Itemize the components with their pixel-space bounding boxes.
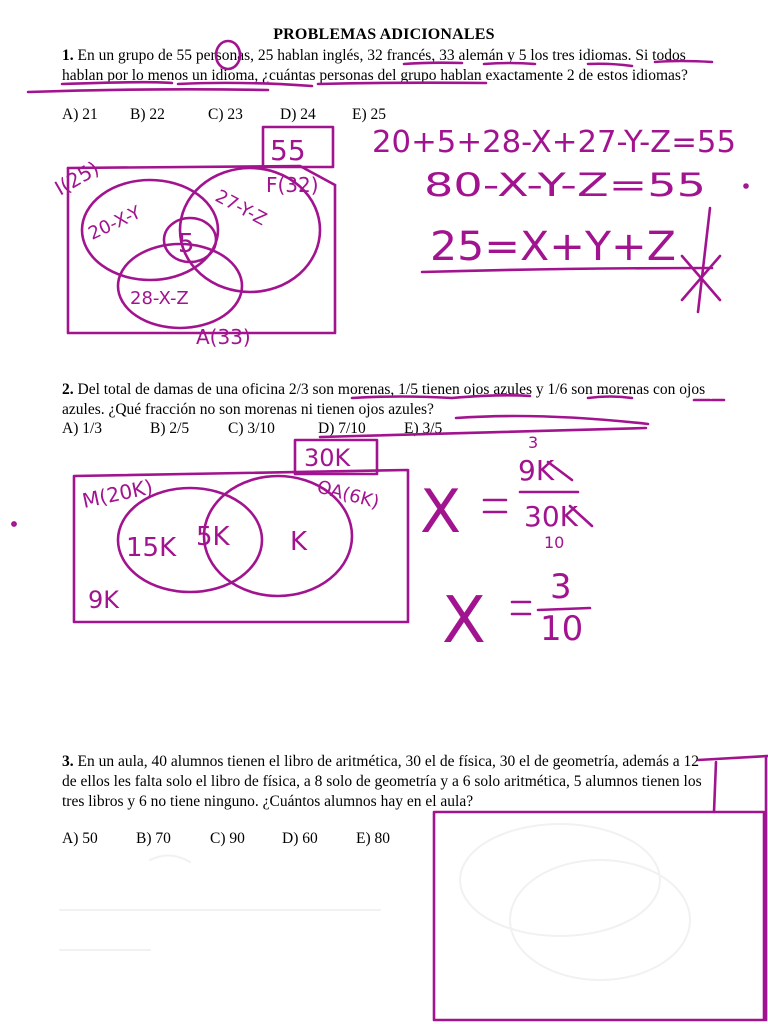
option: D) 7/10 [318,420,366,437]
hw-region-i: 20-X-Y [85,202,145,245]
hw-result-num: 3 [550,567,572,607]
venn-2-labels [80,444,381,614]
hw-set-a: A(33) [196,325,251,349]
option: B) 22 [130,106,165,123]
hw-set-i: I(25) [50,156,104,201]
option: E) 3/5 [404,420,443,437]
option: A) 1/3 [62,420,103,437]
option: A) 50 [62,830,98,847]
hw-region-oa: K [290,527,308,557]
problem-3-number: 3. [62,753,74,770]
problem-2-text: Del total de damas de una oficina 2/3 son morenas, 1/5 tienen ojos azules y 1/6 son morenas con ojos azules. ¿Qué fracción no son morenas ni tienen ojos azules? [62,381,706,418]
hw-eq2: 80-X-Y-Z=55 [424,166,706,204]
problem-2-underlines [320,395,724,437]
hw-x-result: X [442,584,486,658]
hw-center-5: 5 [178,229,195,259]
hw-frac-num: 9K [518,454,555,487]
option: D) 60 [282,830,318,847]
hw-x: X [420,477,462,547]
hw-total-55: 55 [270,134,306,167]
option: D) 24 [280,106,316,123]
problem-1-equations [372,125,748,312]
problem-1-underlines [28,41,712,92]
option: E) 25 [352,106,387,123]
option: B) 70 [136,830,171,847]
hw-set-oa: OA(6K) [314,476,382,514]
problem-2-fraction [420,400,710,658]
hw-result-den: 10 [540,609,584,649]
hw-frac-den: 30K [524,500,578,533]
hw-region-m: 15K [126,533,177,563]
page-title: PROBLEMAS ADICIONALES [273,26,495,43]
hw-region-a: 28-X-Z [130,288,189,309]
faint-erased-marks [60,824,690,980]
problem-2-number: 2. [62,381,74,398]
hw-region-f: 27-Y-Z [211,185,271,231]
hw-outside-9k: 9K [88,586,120,614]
hw-set-f: F(32) [266,173,319,197]
ink-dot [12,522,15,525]
option: C) 23 [208,106,243,123]
option: C) 3/10 [228,420,275,437]
hw-set-m: M(20K) [80,474,155,513]
hw-total-30k: 30K [304,444,351,472]
hw-frac-den-small: 10 [544,533,565,552]
option: A) 21 [62,106,98,123]
problem-1-number: 1. [62,47,74,64]
hw-eq1: 20+5+28-X+27-Y-Z=55 [372,125,736,160]
hw-frac-num-small: 3 [528,433,539,452]
hw-eq3: 25=X+Y+Z [430,224,676,270]
option: C) 90 [210,830,245,847]
option: E) 80 [356,830,391,847]
hw-center-5k: 5K [196,522,230,552]
problem-1-text: En un grupo de 55 personas, 25 hablan inglés, 32 francés, 33 alemán y 5 los tres idiomas. Si todos hablan por lo menos un idioma, ¿cuántas personas del grupo hablan exactamente 2 de estos idiomas? [62,47,688,84]
option: B) 2/5 [150,420,190,437]
venn-diagram-2 [74,440,408,622]
problem-3-text: En un aula, 40 alumnos tienen el libro de aritmética, 30 el de física, 30 el de geometría, además a 12 de ellos les falta solo el libro de física, a 8 solo de geometría y a 6 solo aritmética, 5 alumnos tienen los tres libros y 6 no tiene ninguno. ¿Cuántos alumnos hay en el aula? [62,753,702,810]
